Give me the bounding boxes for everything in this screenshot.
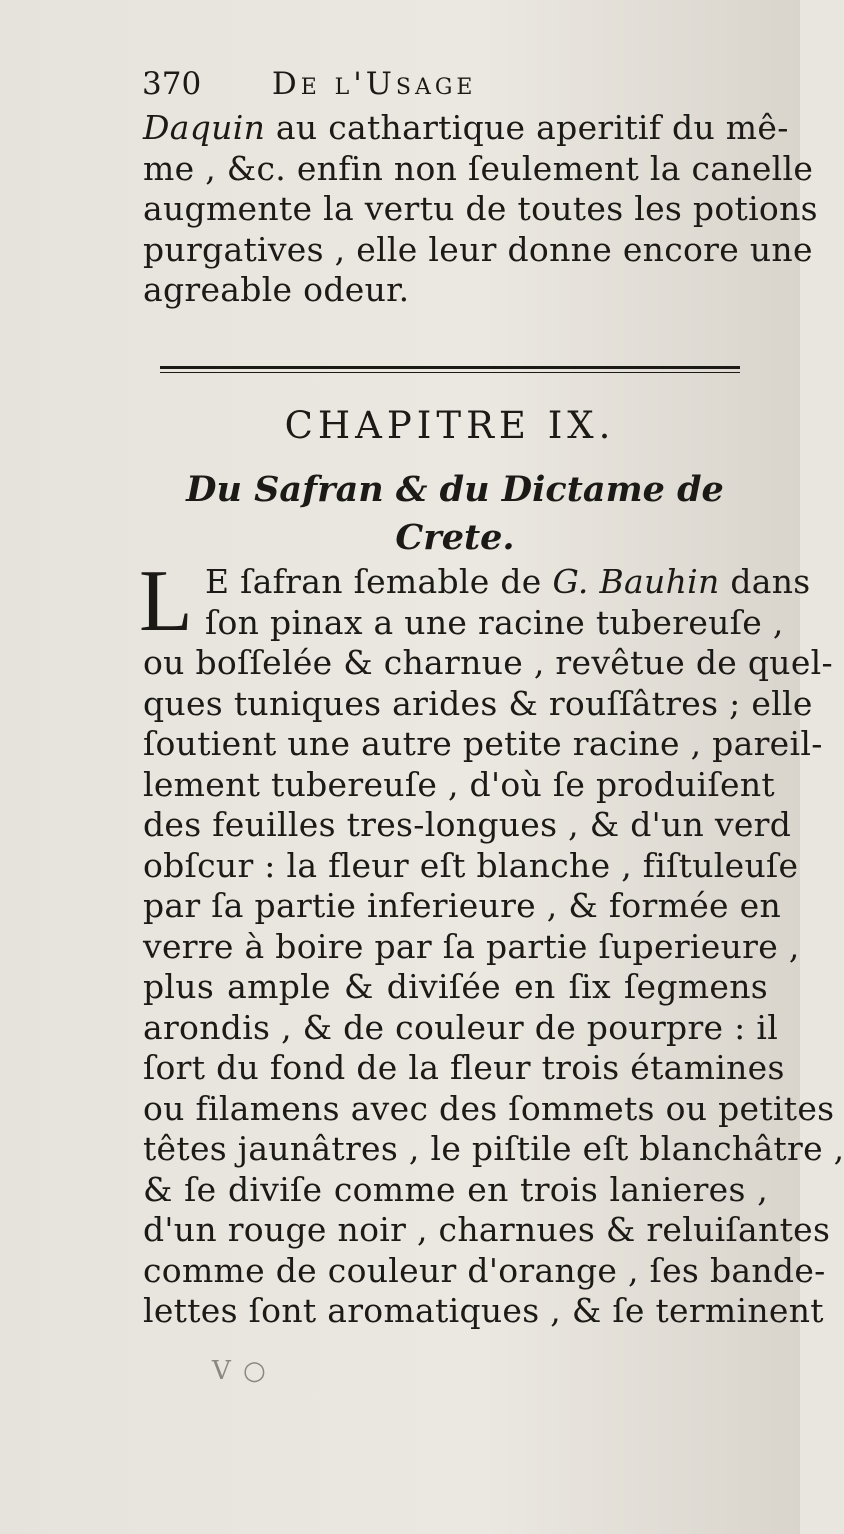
text-line: me , &c. enfin non ſeulement la canelle bbox=[143, 148, 814, 188]
text-line: plus ample & diviſée en ſix ſegmens bbox=[143, 967, 768, 1006]
text-line: ſort du fond de la fleur trois étamines bbox=[143, 1048, 785, 1087]
author-name-italic: Daquin bbox=[143, 108, 266, 147]
text-line: verre à boire par ſa partie ſuperieure , bbox=[143, 926, 800, 966]
text-line: agreable odeur. bbox=[143, 270, 410, 309]
text-fragment: au cathartique aperitif du mê- bbox=[265, 108, 789, 147]
chapter-heading: CHAPITRE IX. bbox=[284, 404, 616, 447]
text-line: ques tuniques arides & rouſſâtres ; elle bbox=[143, 683, 813, 723]
text-line: & ſe diviſe comme en trois lanieres , bbox=[143, 1169, 768, 1209]
dropcap-letter: L bbox=[139, 553, 194, 650]
chapter-body bbox=[139, 553, 844, 1332]
signature-mark: V ○ bbox=[212, 1356, 268, 1386]
text-line: arondis , & de couleur de pourpre : il bbox=[143, 1007, 779, 1047]
running-title: De l'Usage bbox=[271, 66, 477, 102]
text-fragment: dans bbox=[719, 562, 811, 601]
author-name-italic: G. Bauhin bbox=[552, 562, 720, 601]
text-line: d'un rouge noir , charnues & reluiſantes bbox=[143, 1210, 831, 1249]
text-fragment: E ſafran ſemable de bbox=[205, 562, 553, 601]
text-line: ſon pinax a une racine tubereuſe , bbox=[205, 602, 784, 642]
text-line bbox=[143, 562, 811, 603]
text-line: têtes jaunâtres , le piſtile eſt blanchâtre , bbox=[143, 1129, 844, 1168]
text-line: purgatives , elle leur donne encore une bbox=[143, 229, 813, 269]
text-line: lement tubereuſe , d'où ſe produiſent bbox=[143, 764, 775, 804]
section-rule-thin bbox=[160, 372, 740, 373]
text-line: comme de couleur d'orange , ſes bande- bbox=[143, 1250, 826, 1290]
text-line bbox=[143, 108, 789, 149]
text-line: augmente la vertu de toutes les potions bbox=[143, 189, 818, 228]
text-line: ou boſſelée & charnue , revêtue de quel- bbox=[143, 643, 833, 682]
text-line: obſcur : la fleur eſt blanche , fiſtuleuſe bbox=[143, 845, 799, 885]
text-line: ou filamens avec des ſommets ou petites bbox=[143, 1088, 835, 1128]
text-line: des feuilles tres-longues , & d'un verd bbox=[143, 805, 792, 844]
text-line: par ſa partie inferieure , & formée en bbox=[143, 886, 782, 925]
section-rule bbox=[160, 366, 740, 369]
text-line: ſoutient une autre petite racine , pareil- bbox=[143, 724, 823, 763]
text-line: lettes ſont aromatiques , & ſe terminent bbox=[143, 1291, 824, 1330]
page-number: 370 bbox=[142, 66, 202, 102]
continued-paragraph bbox=[143, 108, 818, 311]
chapter-subtitle: Du Safran & du Dictame de Crete. bbox=[186, 469, 724, 558]
dropcap-paragraph-start bbox=[139, 553, 811, 650]
running-head bbox=[142, 66, 602, 102]
